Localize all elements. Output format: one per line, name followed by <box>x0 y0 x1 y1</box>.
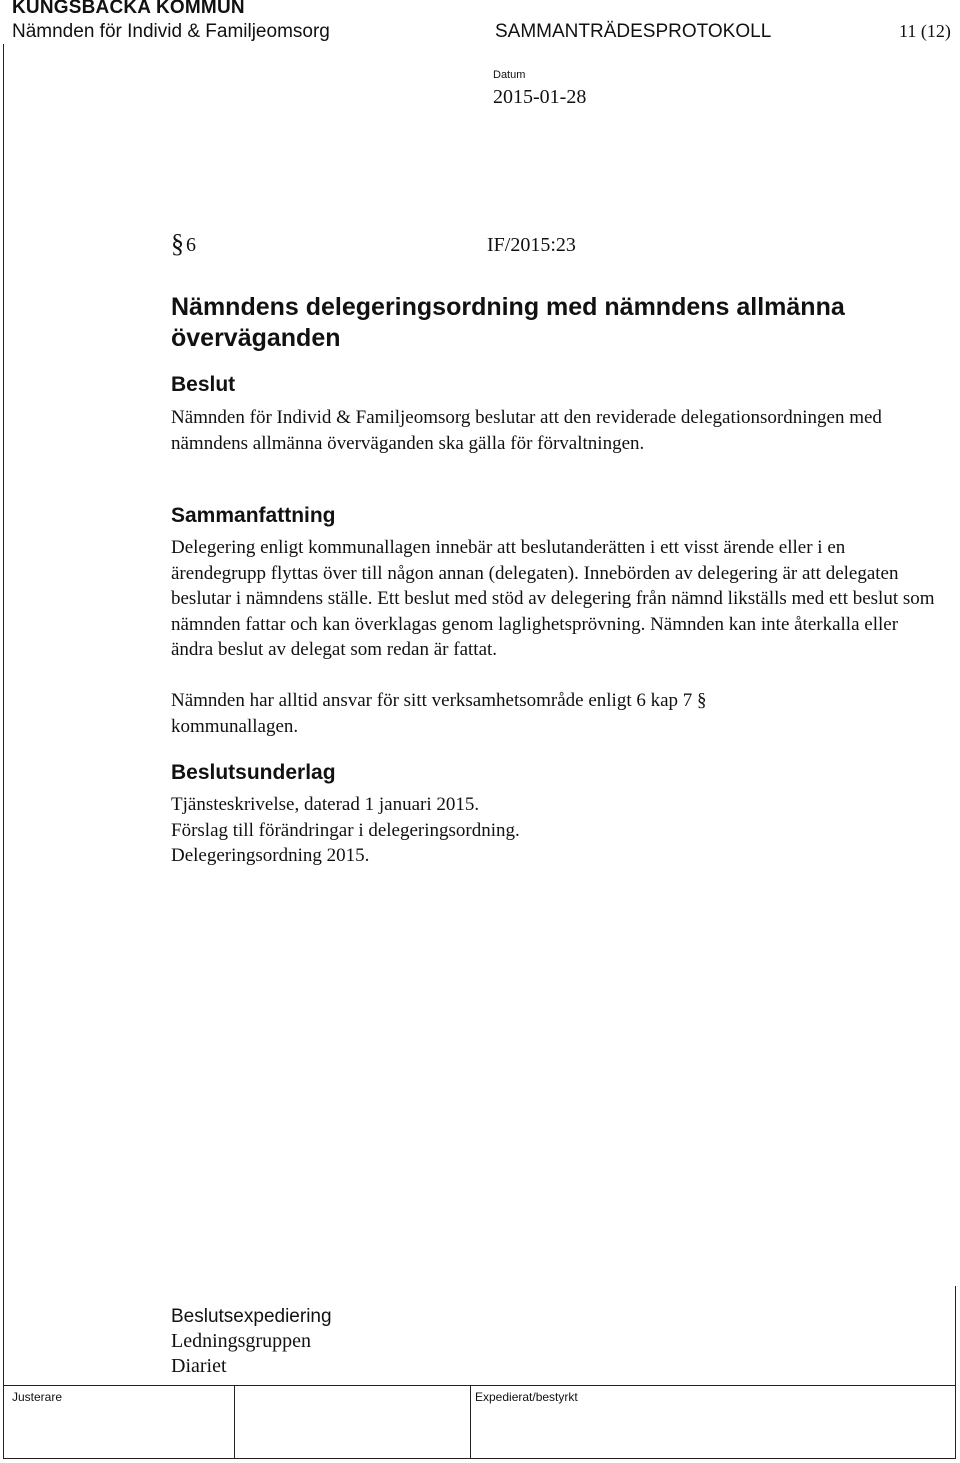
paragraph-symbol: § <box>171 229 184 258</box>
document-type: SAMMANTRÄDESPROTOKOLL <box>495 21 772 42</box>
beslutsexpediering-heading: Beslutsexpediering <box>171 1306 332 1327</box>
sammanfattning-paragraph-1: Delegering enligt kommunallagen innebär att beslutanderätten i ett visst ärende eller i en ärendegrupp flyttas över till någon annan (delegaten). Innebörden av delegering är att delegaten beslutar i nämndens ställe. Ett beslut med stöd av delegering från nämnd likställs med ett beslut som nämnden fattar och kan överklagas genom laglighetsprövning. Nämnden kan inte återkalla eller ändra beslut av delegat som redan är fattat. <box>171 537 935 660</box>
beslut-text: Nämnden för Individ & Familjeomsorg beslutar att den reviderade delegationsordningen med nämndens allmänna överväganden ska gälla för förvaltningen. <box>171 407 882 454</box>
justerare-label: Justerare <box>12 1390 63 1404</box>
organization-name: KUNGSBACKA KOMMUN <box>12 0 245 18</box>
recipient: Ledningsgruppen <box>171 1330 311 1352</box>
section-title: Nämndens delegeringsordning med nämndens allmänna överväganden <box>171 293 845 352</box>
date-label: Datum <box>493 69 526 81</box>
beslutsunderlag-heading: Beslutsunderlag <box>171 761 336 784</box>
paragraph-number: 6 <box>186 234 196 256</box>
footer-bottom-rule <box>3 1458 956 1459</box>
beslut-heading: Beslut <box>171 373 236 396</box>
left-margin-line <box>3 44 4 1459</box>
page-number: 11 (12) <box>899 21 951 41</box>
expedierat-label: Expedierat/bestyrkt <box>475 1390 578 1404</box>
case-id: IF/2015:23 <box>487 234 576 256</box>
beslutsunderlag-item: Förslag till förändringar i delegeringsordning. <box>171 820 520 841</box>
beslutsunderlag-item: Tjänsteskrivelse, daterad 1 januari 2015. <box>171 794 480 815</box>
right-margin-line <box>955 1286 956 1459</box>
date-value: 2015-01-28 <box>493 86 587 108</box>
sammanfattning-heading: Sammanfattning <box>171 504 336 527</box>
committee-name: Nämnden för Individ & Familjeomsorg <box>12 21 330 42</box>
footer-top-rule <box>3 1385 956 1386</box>
beslutsunderlag-item: Delegeringsordning 2015. <box>171 845 370 866</box>
sammanfattning-paragraph-2: Nämnden har alltid ansvar för sitt verksamhetsområde enligt 6 kap 7 § kommunallagen. <box>171 690 707 737</box>
footer-divider <box>234 1385 235 1459</box>
recipient: Diariet <box>171 1355 227 1377</box>
footer-divider <box>470 1385 471 1459</box>
